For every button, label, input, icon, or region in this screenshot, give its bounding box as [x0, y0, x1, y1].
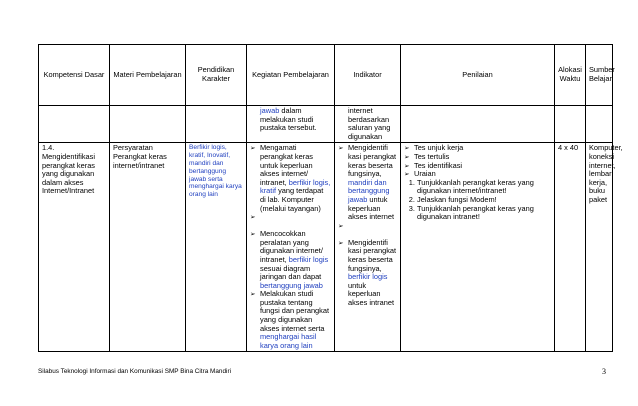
materi-cell: Persyaratan Perangkat keras internet/intranet: [110, 143, 186, 352]
header-indikator: Indikator: [335, 45, 401, 106]
penilaian-bullet: ➢ Tes tertulis: [404, 153, 551, 162]
kegiatan-continued-blue: jawab: [260, 106, 280, 115]
header-kompetensi: Kompetensi Dasar: [39, 45, 110, 106]
continuation-row: [39, 106, 613, 143]
kompetensi-cell: 1.4. Mengidentifikasi perangkat keras yang digunakan dalam akses Internet/Intranet: [39, 143, 110, 352]
kegiatan-item-1: ➢ Mengamati perangkat keras untuk keperluan akses internet/ intranet, berfikir logis, kratif yang terdapat di lab. Komputer (melalui tayangan): [250, 144, 331, 213]
kegiatan-item-2: ➢ Mencocokkan peralatan yang digunakan internet/ intranet, berfikir logis sesuai diagram jaringan dan dapat bertanggung jawab: [250, 230, 331, 290]
indikator-item-1: ➢ Mengidentifi kasi perangkat keras beserta fungsinya, mandiri dan bertanggung jawab untuk keperluan akses internet: [338, 144, 397, 221]
penilaian-cell: [401, 143, 555, 352]
header-alokasi: Alokasi Waktu: [555, 45, 586, 106]
syllabus-table: [38, 44, 623, 352]
header-penilaian: Penilaian: [401, 45, 555, 106]
penilaian-bullet: ➢ Uraian: [404, 170, 551, 179]
penilaian-bullet: ➢ Tes unjuk kerja: [404, 144, 551, 153]
indikator-item-2: ➢ Mengidentifi kasi perangkat keras beserta fungsinya, berfikir logis untuk keperluan akses intranet: [338, 239, 397, 308]
indikator-continued: internet berdasarkan saluran yang digunakan: [335, 106, 401, 143]
sumber-cell: Komputer, koneksi internet, lembar kerja, buku paket: [586, 143, 613, 352]
kegiatan-continued: [247, 106, 335, 143]
penilaian-question: 2. Jelaskan fungsi Modem!: [417, 196, 551, 205]
footer-text: Silabus Teknologi Informasi dan Komunikasi SMP Bina Citra Mandiri: [38, 368, 231, 375]
table-row: [39, 143, 613, 352]
indikator-cell: [335, 143, 401, 352]
header-kegiatan: Kegiatan Pembelajaran: [247, 45, 335, 106]
header-row: [39, 45, 613, 106]
kegiatan-cell: [247, 143, 335, 352]
penilaian-question: 1. Tunjukkanlah perangkat keras yang digunakan internet/intranet!: [417, 179, 551, 196]
penilaian-bullet: ➢ Tes identifikasi: [404, 162, 551, 171]
header-sumber: Sumber Belajar: [586, 45, 613, 106]
header-materi: Materi Pembelajaran: [110, 45, 186, 106]
kegiatan-item-3: ➢ Melakukan studi pustaka tentang fungsi dan perangkat yang digunakan akses internet serta menghargai hasil karya orang lain: [250, 290, 331, 350]
karakter-cell: Berfikir logis, kratif, Inovatif, mandiri dan bertanggung jawab serta menghargai karya orang lain: [186, 143, 247, 352]
header-karakter: Pendidikan Karakter: [186, 45, 247, 106]
penilaian-question: 3. Tunjukkanlah perangkat keras yang digunakan intranet!: [417, 205, 551, 222]
page-number: 3: [602, 367, 606, 376]
kegiatan-continued-text: dalam melakukan studi pustaka tersebut.: [260, 106, 317, 133]
alokasi-cell: 4 x 40: [555, 143, 586, 352]
